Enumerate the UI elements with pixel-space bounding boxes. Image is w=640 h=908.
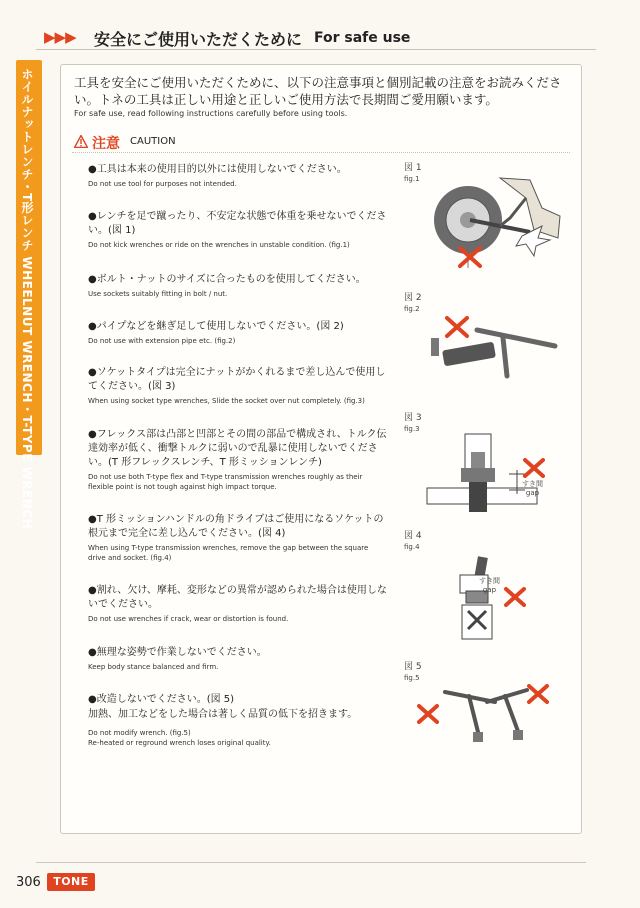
item-text-jp: ●工具は本来の使用目的以外には使用しないでください。 [88,164,347,175]
item-text-en: Do not modify wrench. (fig.5) [88,729,191,737]
figure-4-transmission-gap-illustration [448,555,538,645]
figure-1-kick-illustration [430,168,565,278]
item-text-en: When using socket type wrenches, Slide the socket over nut completely. (fig.3) [88,397,365,405]
figure-number-jp: 図 3 [404,413,422,423]
x-mark-icon [419,706,437,722]
figure-1-label [404,163,422,185]
figure-2-extension-pipe-illustration [425,310,565,380]
header-rule [36,49,596,50]
caution-item [88,428,388,492]
item-text-jp: ●フレックス部は凸部と凹部とその間の部品で構成され、トルク伝達効率が低く、衝撃トルクに弱いので乱暴に使用しないでください。(T 形フレックスレンチ、T 形ミッションレンチ) [88,429,387,468]
caution-item [88,210,388,250]
caution-label-en: CAUTION [130,136,176,147]
figure-number-en: fig.3 [404,425,420,433]
x-mark-icon [447,318,467,336]
gap-label-en: gap [482,586,497,594]
figure-2-label [404,293,422,315]
page-number: 306 [16,875,41,890]
item-text-jp-2: 加熱、加工などをした場合は著しく品質の低下を招きます。 [88,709,358,720]
item-text-en: Do not use both T-type flex and T-type transmission wrenches roughly as their flexible point is not tough against high impact torque. [88,473,363,491]
item-text-jp: ●パイプなどを継ぎ足して使用しないでください。(図 2) [88,321,344,332]
x-mark-icon [506,589,524,605]
x-mark-icon [525,460,543,476]
caution-label-jp: 注意 [92,136,120,152]
x-mark-icon [529,686,547,702]
item-text-en: Keep body stance balanced and firm. [88,663,219,671]
figure-number-en: fig.4 [404,543,420,551]
figure-number-en: fig.2 [404,305,420,313]
side-tab-label: ホイルナットレンチ・T形レンチ WHEELNUT WRENCH・T-TYPE WRENCH [20,68,34,530]
intro-text-en: For safe use, read following instructions carefully before using tools. [74,109,348,118]
caution-item [88,273,388,299]
caution-item [88,163,388,189]
figure-number-jp: 図 1 [404,163,422,173]
item-text-jp: ●レンチを足で蹴ったり、不安定な状態で体重を乗せないでください。(図 1) [88,211,387,236]
item-text-en-2: Re-heated or reground wrench loses original quality. [88,739,271,747]
caution-item [88,513,388,563]
section-header [36,28,596,50]
item-text-jp: ●ボルト・ナットのサイズに合ったものを使用してください。 [88,274,366,285]
header-arrows: ▶▶▶ [44,28,76,46]
item-text-en: Do not kick wrenches or ride on the wrenches in unstable condition. (fig.1) [88,241,350,249]
gap-label-jp: すき間 [522,480,543,488]
figure-number-jp: 図 5 [404,662,422,672]
figure-3-label [404,413,422,435]
caution-item [88,320,388,346]
figure-3-socket-gap-illustration [425,430,560,520]
item-text-jp: ●無理な姿勢で作業しないでください。 [88,647,267,658]
caution-item [88,693,388,748]
warning-triangle-icon [74,135,88,148]
footer-rule [36,862,586,863]
item-text-en: Do not use tool for purposes not intended. [88,180,237,188]
figure-4-gap-label [479,577,500,595]
caution-divider [72,152,570,153]
figure-number-jp: 図 4 [404,531,422,541]
side-category-tab [16,60,42,530]
brand-logo: TONE [47,873,95,891]
figure-5-modified-wrench-illustration [415,678,560,748]
item-text-jp: ●改造しないでください。(図 5) [88,694,235,705]
header-title-jp: 安全にご使用いただくために [94,30,303,49]
caution-item [88,646,388,672]
caution-item [88,366,388,406]
item-text-en: Do not use wrenches if crack, wear or distortion is found. [88,615,289,623]
item-text-en: Do not use with extension pipe etc. (fig.2) [88,337,236,345]
figure-number-en: fig.1 [404,175,420,183]
figure-number-jp: 図 2 [404,293,422,303]
item-text-en: When using T-type transmission wrenches, remove the gap between the square drive and socket. (fig.4) [88,544,369,562]
intro-text-jp: 工具を安全にご使用いただくために、以下の注意事項と個別記載の注意をお読みください。トネの工具は正しい用途と正しいご使用方法で長期間ご愛用願います。 [74,75,562,107]
item-text-jp: ●ソケットタイプは完全にナットがかくれるまで差し込んで使用してください。(図 3) [88,367,386,392]
header-title-en: For safe use [314,30,411,46]
gap-label-jp: すき間 [479,577,500,585]
figure-4-label [404,531,422,553]
item-text-jp: ●T 形ミッションハンドルの角ドライブはご使用になるソケットの根元まで完全に差し込んでください。(図 4) [88,514,384,539]
gap-label-en: gap [525,489,540,497]
item-text-en: Use sockets suitably fitting in bolt / nut. [88,290,228,298]
item-text-jp: ●割れ、欠け、摩耗、変形などの異常が認められた場合は使用しないでください。 [88,585,387,610]
caution-item [88,584,388,624]
figure-number-en: fig.5 [404,674,420,682]
figure-3-gap-label [522,480,543,498]
